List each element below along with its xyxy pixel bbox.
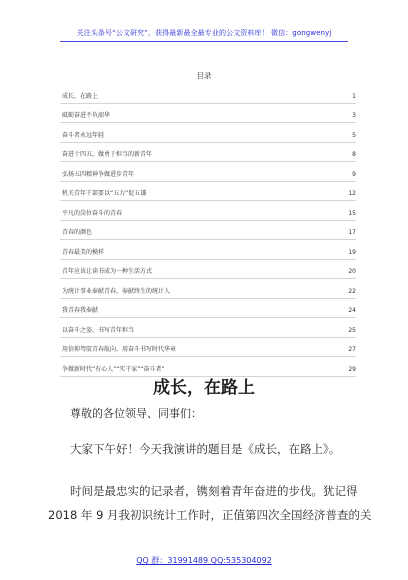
toc-entry-page-number: 24 — [348, 307, 356, 314]
footer-contact — [0, 555, 408, 566]
table-of-contents — [60, 84, 356, 377]
toc-entry[interactable] — [60, 162, 356, 182]
toc-entry[interactable] — [60, 318, 356, 338]
toc-entry-page-number: 22 — [348, 287, 356, 295]
toc-entry-page-number: 25 — [348, 326, 356, 334]
toc-entry-title: 平凡的岗位奋斗的青春 — [62, 209, 123, 217]
toc-entry-page-number: 5 — [352, 131, 356, 139]
toc-entry-title: 青春最美的模样 — [62, 248, 105, 256]
toc-entry[interactable] — [60, 201, 356, 221]
toc-entry-page-number: 8 — [352, 151, 356, 158]
toc-entry-title: 弘扬五四精神争做进步青年 — [62, 170, 135, 178]
toc-entry-page-number: 15 — [348, 209, 356, 217]
toc-entry[interactable] — [60, 104, 356, 124]
toc-entry-title: 争做新时代“有心人”“实干家”“奋斗者” — [62, 365, 165, 373]
toc-entry-title: 青年应该让读书成为一种生活方式 — [62, 268, 153, 275]
toc-entry-page-number: 1 — [352, 92, 356, 100]
toc-entry-title: 机关青年干部要以“五力”促五谦 — [62, 190, 147, 197]
toc-entry-title: 以奋斗之姿，书写青年担当 — [62, 326, 135, 334]
toc-entry-title: 砥砺奋进不负韶华 — [62, 112, 111, 119]
toc-title: 目录 — [196, 71, 212, 80]
toc-entry-page-number: 12 — [348, 190, 356, 197]
speech-body-line: 时间是最忠实的记录者，镌刻着青年奋进的步伐。犹记得 — [70, 484, 358, 498]
toc-entry[interactable] — [60, 260, 356, 280]
toc-entry-page-number: 29 — [348, 365, 356, 373]
toc-entry-title: 奋进十四五，做勇于担当的新青年 — [62, 151, 153, 158]
toc-entry-page-number: 27 — [348, 346, 356, 353]
toc-entry[interactable] — [60, 299, 356, 319]
toc-entry-page-number: 20 — [348, 268, 356, 275]
toc-entry[interactable] — [60, 240, 356, 260]
speech-intro: 大家下午好！今天我演讲的题目是《成长，在路上》。 — [70, 442, 341, 456]
toc-entry[interactable] — [60, 279, 356, 299]
footer-contact-text: QQ 群：31991489 QQ:535304092 — [136, 556, 272, 565]
toc-entry[interactable] — [60, 182, 356, 202]
toc-entry-page-number: 19 — [348, 248, 356, 256]
toc-entry-title: 成长，在路上 — [62, 92, 99, 100]
toc-entry-title: 用信仰驾驭青春航向，用奋斗书写时代华章 — [62, 346, 177, 353]
toc-entry-title: 为统计事业奉献青春，奉献终生的统计人 — [62, 287, 171, 295]
toc-entry-page-number: 9 — [352, 170, 356, 178]
toc-entry-page-number: 3 — [352, 112, 356, 119]
toc-entry[interactable] — [60, 143, 356, 163]
speech-body-line: 2018 年 9 月我初识统计工作时，正值第四次全国经济普查的关 — [48, 508, 372, 522]
header-divider — [60, 41, 348, 42]
toc-entry[interactable] — [60, 338, 356, 358]
toc-entry-title: 我青春我奉献 — [62, 307, 99, 314]
toc-entry[interactable] — [60, 221, 356, 241]
toc-entry[interactable] — [60, 84, 356, 104]
toc-entry-title: 青春的颜色 — [62, 229, 93, 236]
speech-title: 成长，在路上 — [153, 378, 255, 398]
toc-entry-page-number: 17 — [348, 229, 356, 236]
header-banner: 关注头条号“公文研究”，获得最新最全最专业的公文资料库！ 微信：gongwenyj — [76, 29, 332, 37]
toc-entry[interactable] — [60, 123, 356, 143]
toc-entry-title: 奋斗者永远年轻 — [62, 131, 105, 139]
speech-greeting: 尊敬的各位领导、同事们： — [70, 407, 202, 420]
